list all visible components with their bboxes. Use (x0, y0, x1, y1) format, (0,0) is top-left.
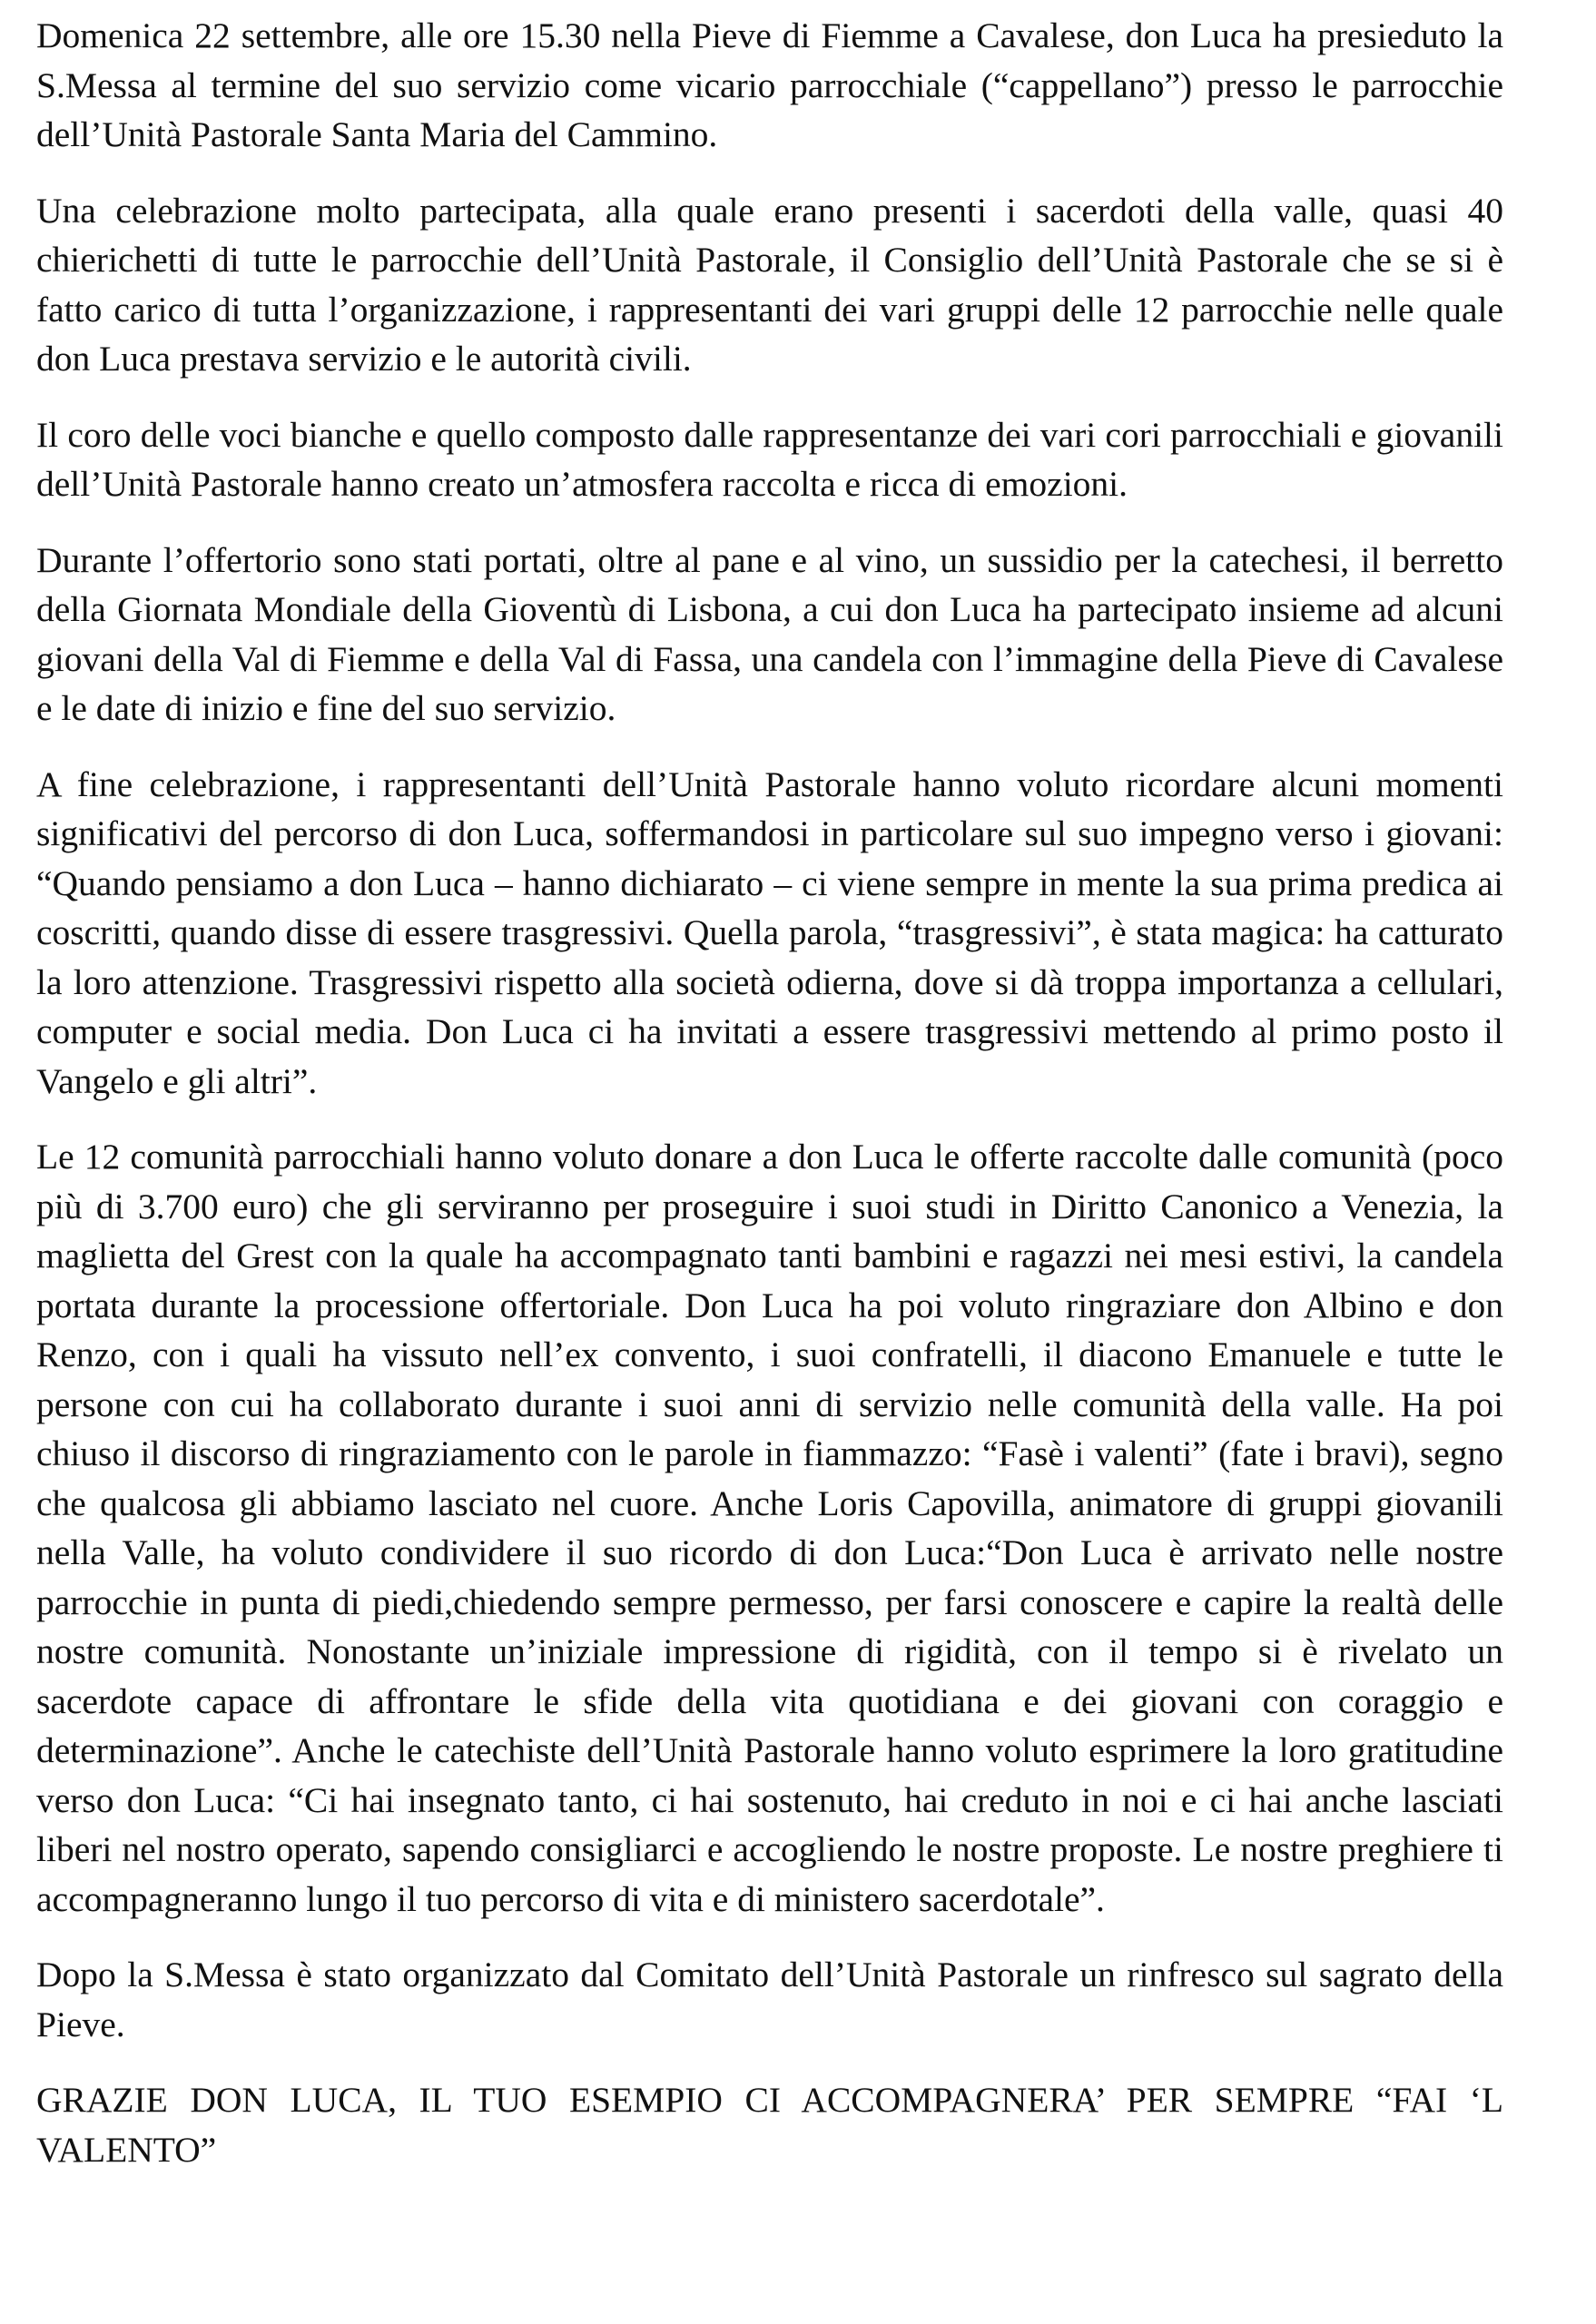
paragraph-reception: Dopo la S.Messa è stato organizzato dal Comitato dell’Unità Pastorale un rinfresco sul sagrato della Pieve. (36, 1955, 1503, 2044)
paragraph-intro: Domenica 22 settembre, alle ore 15.30 nella Pieve di Fiemme a Cavalese, don Luca ha presieduto la S.Messa al termine del suo servizio come vicario parrocchiale (“cappellano”) presso le parrocchie dell’Unità Pastorale Santa Maria del Cammino. (36, 15, 1503, 154)
paragraph-offertory: Durante l’offertorio sono stati portati, oltre al pane e al vino, un sussidio per la catechesi, il berretto della Giornata Mondiale della Gioventù di Lisbona, a cui don Luca ha partecipato insieme ad alcuni giovani della Val di Fiemme e della Val di Fassa, una candela con l’immagine della Pieve di Cavalese e le date di inizio e fine del suo servizio. (36, 539, 1503, 728)
paragraph-choir: Il coro delle voci bianche e quello composto dalle rappresentanze dei vari cori parrocchiali e giovanili dell’Unità Pastorale hanno creato un’atmosfera raccolta e ricca di emozioni. (36, 414, 1503, 504)
paragraph-gifts-thanks: Le 12 comunità parrocchiali hanno voluto donare a don Luca le offerte raccolte dalle comunità (poco più di 3.700 euro) che gli serviranno per proseguire i suoi studi in Diritto Canonico a Venezia, la maglietta del Grest con la quale ha accompagnato tanti bambini e ragazzi nei mesi estivi, la candela portata durante la processione offertoriale. Don Luca ha poi voluto ringraziare don Albino e don Renzo, con i quali ha vissuto nell’ex convento, i suoi confratelli, il diacono Emanuele e tutte le persone con cui ha collaborato durante i suoi anni di servizio nelle comunità della valle. Ha poi chiuso il discorso di ringraziamento con le parole in fiammazzo: “Fasè i valenti” (fate i bravi), segno che qualcosa gli abbiamo lasciato nel cuore. Anche Loris Capovilla, animatore di gruppi giovanili nella Valle, ha voluto condividere il suo ricordo di don Luca:“Don Luca è arrivato nelle nostre parrocchie in punta di piedi,chiedendo sempre permesso, per farsi conoscere e capire la realtà delle nostre comunità. Nonostante un’iniziale impressione di rigidità, con il tempo si è rivelato un sacerdote capace di affrontare le sfide della vita quotidiana e dei giovani con coraggio e determinazione”. Anche le catechiste dell’Unità Pastorale hanno voluto esprimere la loro gratitudine verso don Luca: “Ci hai insegnato tanto, ci hai sostenuto, hai creduto in noi e ci hai anche lasciati liberi nel nostro operato, sapendo consigliarci e accogliendo le nostre proposte. Le nostre preghiere ti accompagneranno lungo il tuo percorso di vita e di ministero sacerdotale”. (36, 1137, 1503, 1919)
document-body (36, 11, 1503, 2174)
paragraph-end-celebration: A fine celebrazione, i rappresentanti dell’Unità Pastorale hanno voluto ricordare alcuni momenti significativi del percorso di don Luca, soffermandosi in particolare sul suo impegno verso i giovani: “Quando pensiamo a don Luca – hanno dichiarato – ci viene sempre in mente la sua prima predica ai coscritti, quando disse di essere trasgressivi. Quella parola, “trasgressivi”, è stata magica: ha catturato la loro attenzione. Trasgressivi rispetto alla società odierna, dove si dà troppa importanza a cellulari, computer e social media. Don Luca ci ha invitati a essere trasgressivi mettendo al primo posto il Vangelo e gli altri”. (36, 763, 1503, 1101)
paragraph-closing: GRAZIE DON LUCA, IL TUO ESEMPIO CI ACCOMPAGNERA’ PER SEMPRE “FAI ‘L VALENTO” (36, 2080, 1503, 2170)
paragraph-celebration: Una celebrazione molto partecipata, alla quale erano presenti i sacerdoti della valle, quasi 40 chierichetti di tutte le parrocchie dell’Unità Pastorale, il Consiglio dell’Unità Pastorale che se si è fatto carico di tutta l’organizzazione, i rappresentanti dei vari gruppi delle 12 parrocchie nelle quale don Luca prestava servizio e le autorità civili. (36, 190, 1503, 379)
